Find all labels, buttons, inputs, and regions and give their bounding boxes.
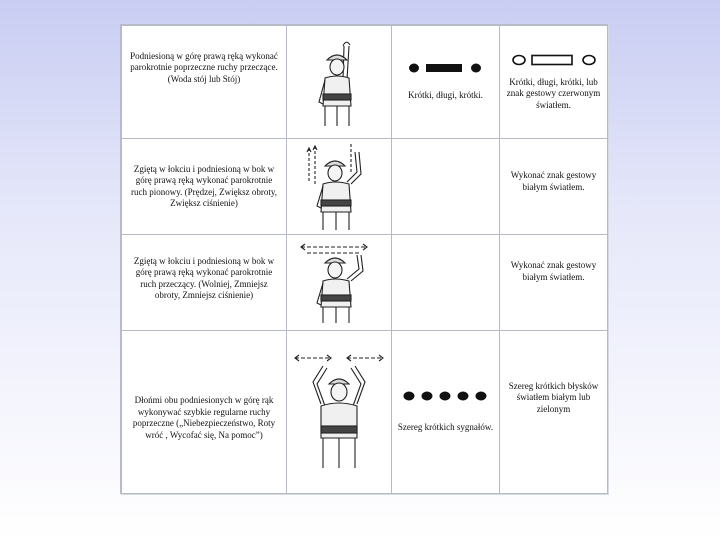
table-row (122, 235, 608, 331)
signals-table (121, 25, 608, 494)
description-cell (122, 331, 287, 494)
sound-signal-text: Szereg krótkich sygnałów. (397, 422, 494, 433)
sound-signal-cell (392, 26, 500, 139)
figure-cell (287, 331, 392, 494)
firefighter-arm-horizontal-motion-icon (297, 241, 381, 325)
signals-sheet (120, 24, 608, 494)
sound-signal-text: Krótki, długi, krótki. (408, 90, 483, 101)
figure-cell (287, 139, 392, 235)
light-signal-text: Krótki, długi, krótki, lub znak gestowy czerwonym światłem. (506, 76, 601, 110)
sound-signal-cell (392, 139, 500, 235)
series-of-short-signals-icon (402, 390, 490, 402)
firefighter-arm-vertical-motion-icon (303, 142, 375, 232)
figure-cell (287, 26, 392, 139)
short-long-short-sound-icon (406, 62, 486, 74)
light-signal-cell (500, 235, 608, 331)
description-cell (122, 235, 287, 331)
signal-description: Zgiętą w łokciu i podniesioną w bok w górę prawą ręką wykonać parokrotnie ruch przeczący. (Wolniej, Zmniejsz obroty, Zmniejsz ciśnienie) (133, 255, 275, 300)
sound-signal-cell (392, 235, 500, 331)
short-long-short-light-icon (510, 53, 598, 67)
light-signal-cell (500, 26, 608, 139)
light-signal-cell (500, 139, 608, 235)
description-cell (122, 26, 287, 139)
description-cell (122, 139, 287, 235)
light-signal-text: Wykonać znak gestowy białym światłem. (510, 170, 597, 192)
sound-signal-cell (392, 331, 500, 494)
light-signal-cell (500, 331, 608, 494)
firefighter-right-arm-raised-waving-icon (303, 36, 375, 128)
firefighter-both-arms-raised-icon (291, 352, 387, 472)
light-signal-text: Wykonać znak gestowy białym światłem. (510, 260, 597, 282)
figure-cell (287, 235, 392, 331)
table-row (122, 139, 608, 235)
light-signal-text: Szereg krótkich błysków światłem białym lub zielonym (508, 380, 599, 414)
signal-description: Podniesioną w górę prawą ręką wykonać parokrotnie poprzeczne ruchy przeczące. (Woda stój lub Stój) (130, 50, 278, 84)
signal-description: Zgiętą w łokciu i podniesioną w bok w górę prawą ręką wykonać parokrotnie ruch pionowy. (Prędzej, Zwiększ obroty, Zwiększ ciśnienie) (130, 163, 278, 208)
signal-description: Dłońmi obu podniesionych w górę rąk wykonywać szybkie regularne ruchy poprzeczne („Niebezpieczeństwo, Roty wróć , Wycofać się, Na pomoc”) (132, 395, 276, 440)
table-row (122, 331, 608, 494)
table-row (122, 26, 608, 139)
